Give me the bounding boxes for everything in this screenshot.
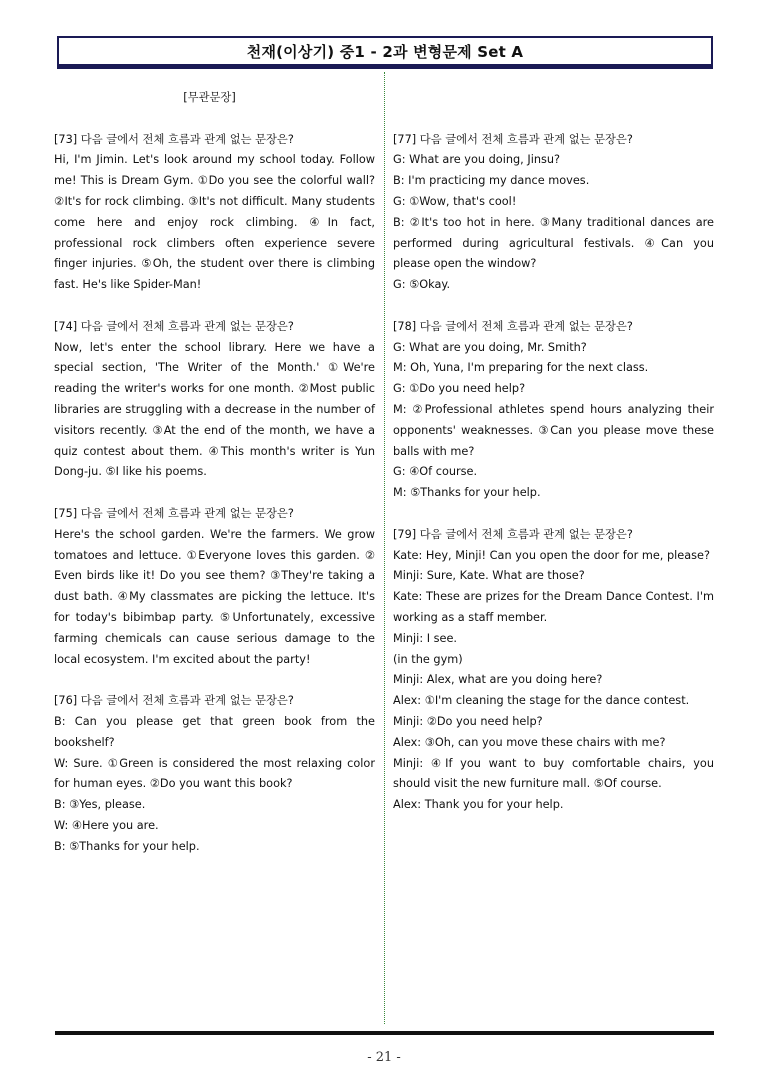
document-title-box	[57, 36, 713, 66]
dialogue-line: G: ⑤Okay.	[393, 278, 451, 292]
question-heading: [73] 다음 글에서 전체 흐름과 관계 없는 문장은?	[54, 132, 294, 146]
document-title: 천재(이상기) 중1 - 2과 변형문제 Set A	[246, 42, 524, 61]
dialogue-line: G: ①Do you need help?	[393, 382, 526, 396]
dialogue-line: Minji: I see.	[393, 631, 458, 645]
page-number: - 21 -	[367, 1050, 401, 1065]
dialogue-line: G: ④Of course.	[393, 465, 478, 479]
dialogue-line: Alex: ③Oh, can you move these chairs with me?	[393, 735, 666, 749]
dialogue-line: Minji: Sure, Kate. What are those?	[393, 569, 585, 583]
dialogue-line: Kate: Hey, Minji! Can you open the door for me, please?	[393, 548, 710, 562]
question-passage: Here's the school garden. We're the farmers. We grow tomatoes and lettuce. ①Everyone loves this garden. ② Even birds like it! Do you see them? ③They're taking a dust bath. ④My classmates are picking the lettuce. It's for today's bibimbap party. ⑤Unfortunately, excessive farming chemicals can cause serious damage to the local ecosystem. I'm excited about the party!	[54, 527, 375, 666]
dialogue-line: Minji: ②Do you need help?	[393, 714, 543, 728]
column-divider	[384, 72, 385, 1024]
question-74	[54, 317, 375, 483]
footer-rule	[55, 1031, 714, 1035]
section-label: [무관문장]	[183, 91, 236, 104]
question-heading: [79] 다음 글에서 전체 흐름과 관계 없는 문장은?	[393, 527, 633, 541]
dialogue-line: Minji: Alex, what are you doing here?	[393, 673, 603, 687]
dialogue-line: B: ②It's too hot in here. ③Many traditional dances are performed during agricultural festivals. ④Can you please open the window?	[393, 215, 714, 271]
question-77	[393, 130, 714, 296]
question-73	[54, 130, 375, 296]
question-79	[393, 525, 714, 816]
dialogue-line: Alex: Thank you for your help.	[393, 798, 564, 812]
dialogue-line: G: ①Wow, that's cool!	[393, 194, 517, 208]
dialogue-line: B: I'm practicing my dance moves.	[393, 174, 590, 188]
dialogue-line: B: ③Yes, please.	[54, 798, 146, 812]
dialogue-line: M: ⑤Thanks for your help.	[393, 486, 541, 500]
dialogue-line: (in the gym)	[393, 652, 463, 666]
dialogue-line: G: What are you doing, Jinsu?	[393, 153, 561, 167]
question-heading: [74] 다음 글에서 전체 흐름과 관계 없는 문장은?	[54, 319, 294, 333]
dialogue-line: G: What are you doing, Mr. Smith?	[393, 340, 587, 354]
question-passage: Now, let's enter the school library. Here we have a special section, 'The Writer of the Month.' ①We're reading the writer's works for one month. ②Most public libraries are struggling with a decrease in the number of visitors recently. ③At the end of the month, we have a quiz contest about them. ④This month's writer is Yun Dong-ju. ⑤I like his poems.	[54, 340, 375, 479]
question-heading: [75] 다음 글에서 전체 흐름과 관계 없는 문장은?	[54, 506, 294, 520]
question-heading: [77] 다음 글에서 전체 흐름과 관계 없는 문장은?	[393, 132, 633, 146]
dialogue-line: B: ⑤Thanks for your help.	[54, 839, 200, 853]
question-heading: [78] 다음 글에서 전체 흐름과 관계 없는 문장은?	[393, 319, 633, 333]
question-75	[54, 504, 375, 670]
dialogue-line: M: ②Professional athletes spend hours analyzing their opponents' weaknesses. ③Can you please move these balls with me?	[393, 402, 714, 458]
left-column	[54, 88, 375, 857]
question-passage: Hi, I'm Jimin. Let's look around my school today. Follow me! This is Dream Gym. ①Do you see the colorful wall? ②It's for rock climbing. ③It's not difficult. Many students come here and enjoy rock climbing. ④In fact, professional rock climbers often experience severe finger injuries. ⑤Oh, the student over there is climbing fast. He's like Spider-Man!	[54, 153, 375, 292]
dialogue-line: W: Sure. ①Green is considered the most relaxing color for human eyes. ②Do you want this book?	[54, 756, 375, 791]
dialogue-line: Alex: ①I'm cleaning the stage for the dance contest.	[393, 694, 690, 708]
dialogue-line: Kate: These are prizes for the Dream Dance Contest. I'm working as a staff member.	[393, 590, 714, 624]
question-78	[393, 317, 714, 504]
question-76	[54, 691, 375, 857]
question-heading: [76] 다음 글에서 전체 흐름과 관계 없는 문장은?	[54, 694, 294, 708]
dialogue-line: Minji: ④If you want to buy comfortable chairs, you should visit the new furniture mall. ⑤Of course.	[393, 756, 714, 791]
right-column	[393, 88, 714, 816]
dialogue-line: W: ④Here you are.	[54, 818, 159, 832]
dialogue-line: B: Can you please get that green book from the bookshelf?	[54, 714, 375, 749]
dialogue-line: M: Oh, Yuna, I'm preparing for the next class.	[393, 361, 649, 375]
